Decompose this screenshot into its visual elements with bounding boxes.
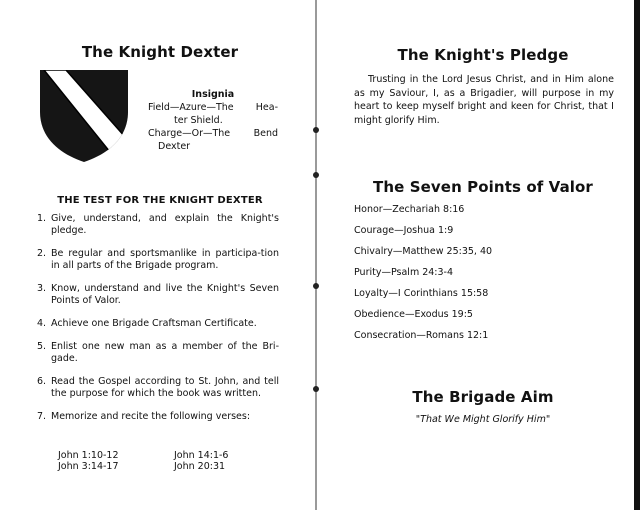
item-number: 6. bbox=[37, 376, 47, 387]
heater-shield-icon bbox=[38, 68, 130, 164]
verse: John 1:10-12 bbox=[58, 450, 119, 461]
verse-list bbox=[58, 450, 278, 472]
aim-text: "That We Might Glorify Him" bbox=[415, 414, 551, 425]
aim-title: The Brigade Aim bbox=[412, 388, 554, 406]
list-item bbox=[37, 411, 279, 423]
left-page bbox=[0, 0, 316, 510]
list-item: Honor—Zechariah 8:16 bbox=[354, 204, 465, 215]
pledge-text: Trusting in the Lord Jesus Christ, and in Him alone as my Saviour, I, as a Brigadier, will purpose in my heart to keep myself bright and keen for Christ, that I might glorify Him. bbox=[354, 74, 614, 126]
list-item bbox=[37, 341, 279, 365]
valor-list bbox=[354, 204, 614, 351]
insignia-charge-cont: Dexter bbox=[158, 141, 191, 152]
list-item bbox=[37, 283, 279, 307]
item-number: 2. bbox=[37, 248, 47, 259]
list-item bbox=[37, 213, 279, 237]
list-item bbox=[37, 376, 279, 400]
list-item bbox=[37, 318, 279, 330]
item-number: 7. bbox=[37, 411, 47, 422]
list-item bbox=[37, 248, 279, 272]
list-item: Obedience—Exodus 19:5 bbox=[354, 309, 473, 320]
test-list bbox=[37, 213, 279, 423]
item-text: Read the Gospel according to St. John, and tell the purpose for which the book was written. bbox=[51, 376, 279, 399]
list-item: Purity—Psalm 24:3-4 bbox=[354, 267, 454, 278]
right-page bbox=[318, 0, 640, 510]
item-text: Give, understand, and explain the Knight's pledge. bbox=[51, 213, 279, 236]
insignia-title: Insignia bbox=[191, 89, 235, 100]
item-text: Memorize and recite the following verses: bbox=[51, 411, 251, 422]
list-item: Courage—Joshua 1:9 bbox=[354, 225, 454, 236]
pledge-title: The Knight's Pledge bbox=[397, 46, 569, 64]
item-number: 3. bbox=[37, 283, 47, 294]
verse: John 20:31 bbox=[174, 461, 226, 472]
item-number: 4. bbox=[37, 318, 47, 329]
knight-dexter-title: The Knight Dexter bbox=[81, 43, 239, 61]
verse: John 14:1-6 bbox=[174, 450, 229, 461]
item-text: Know, understand and live the Knight's Seven Points of Valor. bbox=[51, 283, 279, 306]
item-text: Be regular and sportsmanlike in participa-tion in all parts of the Brigade program. bbox=[51, 248, 279, 271]
item-number: 1. bbox=[37, 213, 47, 224]
insignia-field-cont: ter Shield. bbox=[174, 115, 223, 126]
item-text: Enlist one new man as a member of the Bri-gade. bbox=[51, 341, 279, 364]
item-number: 5. bbox=[37, 341, 47, 352]
insignia-field: Field—Azure—The Hea- bbox=[148, 102, 278, 113]
verse: John 3:14-17 bbox=[58, 461, 119, 472]
item-text: Achieve one Brigade Craftsman Certificate. bbox=[51, 318, 257, 329]
insignia-block bbox=[148, 88, 278, 153]
test-title: THE TEST FOR THE KNIGHT DEXTER bbox=[57, 195, 263, 206]
list-item: Loyalty—I Corinthians 15:58 bbox=[354, 288, 489, 299]
insignia-charge: Charge—Or—The Bend bbox=[148, 128, 278, 139]
list-item: Chivalry—Matthew 25:35, 40 bbox=[354, 246, 493, 257]
valor-title: The Seven Points of Valor bbox=[373, 178, 593, 196]
list-item: Consecration—Romans 12:1 bbox=[354, 330, 489, 341]
